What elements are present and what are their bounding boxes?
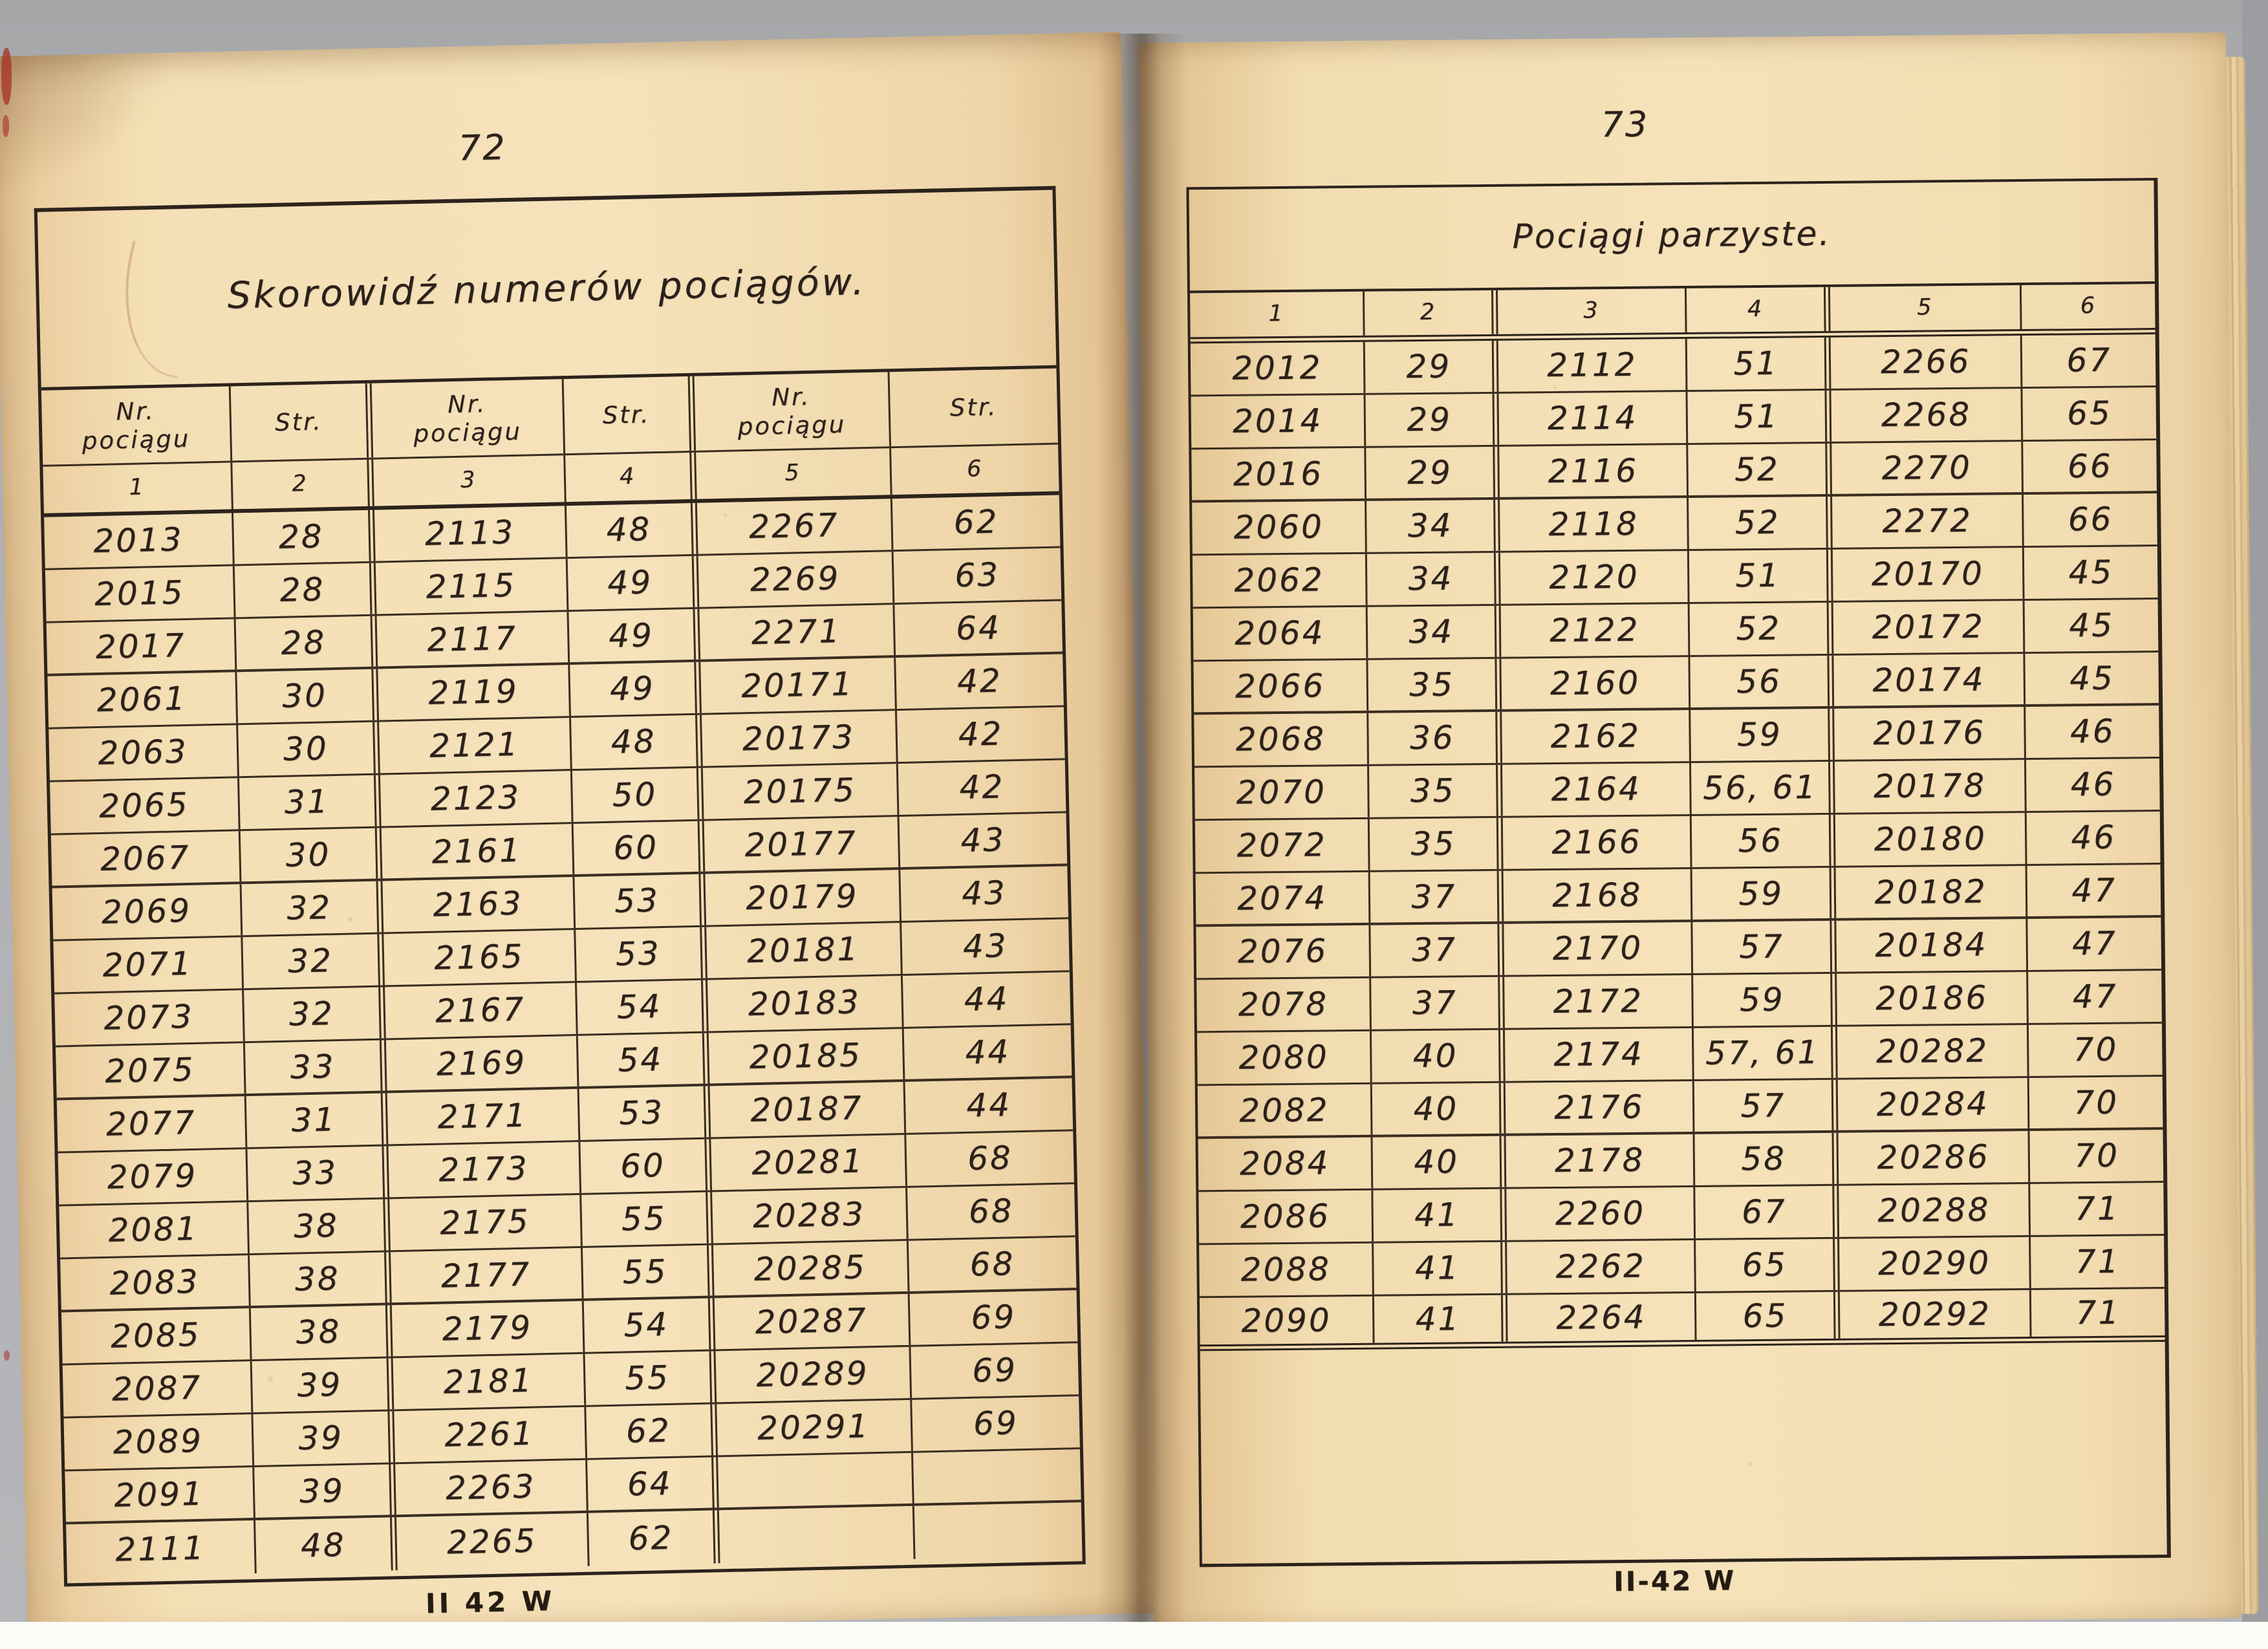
table-cell: 2082: [1198, 1084, 1373, 1137]
table-cell: 20186: [1837, 972, 2029, 1025]
table-cell: 47: [2071, 871, 2117, 909]
column-number-cell: 1: [43, 462, 233, 513]
table-cell: 2118: [1500, 498, 1689, 551]
table-cell: 2122: [1501, 604, 1690, 657]
table-cell: 2173: [388, 1142, 581, 1197]
right-table-title: Pociągi parzyste.: [1189, 180, 2154, 293]
table-row: [1198, 1183, 2164, 1245]
table-cell: 38: [250, 1252, 391, 1306]
table-cell: 20171: [700, 658, 897, 713]
column-number-cell: 2: [232, 460, 374, 510]
table-cell: 53: [576, 927, 707, 981]
table-cell: 52: [1689, 497, 1833, 549]
table-cell: [718, 1453, 914, 1508]
table-cell: 50: [572, 768, 704, 822]
table-cell: 31: [246, 1093, 388, 1147]
table-cell: [718, 1506, 915, 1564]
table-cell: 2163: [382, 877, 576, 932]
column-number-cell: 1: [1190, 292, 1365, 338]
table-cell: 2084: [1198, 1137, 1374, 1191]
table-cell: 20282: [1837, 1025, 2029, 1078]
table-cell: 2078: [1196, 978, 1372, 1031]
table-cell: 59: [1692, 868, 1836, 920]
table-cell: 2263: [395, 1460, 589, 1514]
scanner-white-edge: [0, 1622, 2268, 1649]
table-cell: 2116: [1499, 445, 1689, 497]
table-cell: 2172: [1504, 975, 1694, 1028]
table-cell: [914, 1502, 1082, 1559]
table-cell: 37: [1372, 977, 1505, 1029]
table-cell: 35: [1369, 765, 1502, 817]
table-cell: 2061: [47, 672, 238, 727]
table-cell: 2119: [378, 665, 571, 720]
table-cell: 62: [953, 502, 999, 542]
table-cell: 2091: [65, 1467, 255, 1522]
table-cell: 20287: [714, 1294, 911, 1350]
table-cell: 55: [585, 1351, 716, 1405]
table-cell: 67: [1696, 1186, 1839, 1238]
table-cell: 20289: [715, 1347, 912, 1403]
left-table: [34, 186, 1086, 1587]
table-cell: 59: [1694, 974, 1837, 1026]
column-number-cell: 4: [1687, 287, 1830, 332]
table-cell: 2014: [1191, 395, 1366, 448]
table-cell: 2264: [1507, 1293, 1697, 1342]
table-cell: 30: [241, 828, 382, 882]
table-cell: 2083: [60, 1255, 251, 1310]
table-cell: 20288: [1839, 1184, 2031, 1237]
table-cell: 2066: [1193, 660, 1368, 713]
column-header-cell: Str.: [949, 393, 998, 422]
table-row: [1199, 1236, 2165, 1298]
table-cell: 2060: [1192, 501, 1367, 554]
table-cell: 51: [1688, 391, 1831, 443]
table-cell: 2016: [1191, 448, 1366, 501]
table-cell: 2065: [50, 778, 241, 833]
table-cell: 44: [964, 1032, 1011, 1072]
table-cell: 2268: [1831, 389, 2023, 442]
table-cell: 39: [254, 1411, 395, 1465]
table-cell: 62: [586, 1404, 717, 1458]
table-cell: 45: [2069, 659, 2115, 697]
table-cell: 60: [580, 1139, 711, 1193]
table-cell: 66: [2067, 447, 2113, 485]
table-cell: 2079: [58, 1149, 249, 1204]
scan-artifact: [1, 48, 12, 105]
column-header-cell: Str.: [563, 376, 695, 453]
table-cell: 2085: [61, 1308, 252, 1363]
table-cell: 20185: [708, 1029, 905, 1084]
table-cell: 54: [577, 980, 708, 1034]
table-cell: 32: [244, 987, 385, 1041]
table-cell: 2069: [52, 884, 243, 939]
table-cell: 2115: [375, 559, 568, 614]
table-cell: 2077: [57, 1096, 248, 1151]
table-row: [1193, 652, 2159, 715]
column-number-cell: 2: [1365, 290, 1498, 336]
table-row: [1194, 706, 2159, 768]
table-cell: 2113: [374, 506, 568, 561]
table-cell: 52: [1690, 603, 1833, 655]
table-row: [1192, 493, 2157, 555]
table-row: [1193, 599, 2159, 662]
table-cell: 2178: [1506, 1134, 1696, 1187]
table-cell: 2114: [1499, 392, 1689, 445]
table-cell: 52: [1689, 444, 1832, 495]
table-cell: 41: [1374, 1242, 1507, 1295]
table-cell: 63: [954, 555, 1000, 595]
table-cell: 30: [237, 669, 379, 724]
table-row: [1194, 759, 2160, 821]
table-cell: 20176: [1834, 707, 2026, 760]
table-cell: 2072: [1195, 819, 1370, 872]
table-row: [1191, 387, 2157, 449]
table-cell: 2160: [1501, 657, 1690, 709]
table-cell: 70: [2073, 1083, 2119, 1121]
table-cell: 54: [584, 1298, 715, 1352]
table-cell: 71: [2075, 1242, 2121, 1281]
table-cell: 54: [578, 1033, 709, 1086]
table-cell: 2272: [1832, 495, 2024, 548]
table-cell: 71: [2075, 1293, 2121, 1331]
table-cell: 38: [251, 1305, 393, 1359]
table-cell: 46: [2070, 765, 2116, 804]
table-cell: 2266: [1831, 336, 2023, 389]
table-cell: 68: [968, 1192, 1015, 1231]
table-cell: 20183: [707, 976, 904, 1031]
table-cell: 2170: [1504, 922, 1693, 975]
table-cell: 2175: [389, 1195, 583, 1250]
table-cell: 48: [567, 503, 698, 557]
table-cell: 29: [1365, 341, 1498, 393]
right-page: [1138, 32, 2241, 1628]
table-cell: 53: [579, 1086, 710, 1140]
table-cell: 59: [1691, 709, 1835, 761]
table-cell: 2087: [63, 1361, 254, 1416]
table-cell: 49: [568, 556, 699, 610]
column-header-cell: Nr. pociągu: [41, 386, 233, 464]
table-cell: 20175: [702, 764, 899, 819]
table-row: [1191, 440, 2157, 502]
table-cell: 38: [248, 1199, 390, 1253]
table-cell: 66: [2068, 500, 2113, 539]
table-cell: 31: [239, 775, 381, 830]
table-row: [1196, 971, 2162, 1033]
column-number-cell: 3: [1498, 288, 1687, 334]
table-cell: 34: [1367, 553, 1500, 605]
table-row: [1193, 546, 2158, 609]
table-cell: 69: [970, 1298, 1017, 1337]
table-row: [1191, 334, 2156, 396]
table-cell: 49: [570, 662, 701, 716]
table-cell: 20184: [1836, 919, 2028, 972]
table-cell: 41: [1374, 1189, 1507, 1242]
table-cell: 20177: [704, 817, 900, 872]
table-cell: 2270: [1831, 442, 2024, 494]
table-cell: 2169: [386, 1036, 579, 1090]
table-cell: 47: [2071, 924, 2117, 963]
column-number-cell: 3: [373, 455, 567, 506]
table-cell: 39: [252, 1358, 394, 1412]
table-cell: 34: [1368, 606, 1501, 658]
table-cell: 57: [1693, 921, 1837, 973]
table-row: [1195, 812, 2161, 874]
column-header-cell: Str.: [231, 383, 373, 461]
table-cell: 2165: [383, 930, 577, 985]
table-cell: 58: [1695, 1133, 1839, 1185]
table-row: [1198, 1077, 2163, 1139]
table-cell: 28: [233, 510, 375, 565]
table-cell: 48: [571, 715, 702, 769]
table-cell: 37: [1371, 924, 1504, 976]
table-cell: 20180: [1835, 813, 2027, 866]
column-number-cell: 6: [2080, 293, 2097, 319]
table-cell: 44: [964, 980, 1010, 1018]
table-cell: 20174: [1833, 654, 2025, 706]
table-cell: 57, 61: [1694, 1027, 1837, 1079]
table-cell: 2121: [379, 718, 572, 773]
table-cell: 2015: [45, 566, 236, 621]
table-cell: 70: [2073, 1136, 2120, 1175]
table-cell: 20187: [709, 1082, 906, 1137]
table-cell: 2179: [392, 1301, 585, 1356]
table-cell: 56: [1690, 656, 1834, 707]
table-cell: 2167: [385, 983, 578, 1038]
column-header-cell: Nr. pociągu: [371, 379, 565, 457]
table-cell: 20290: [1839, 1237, 2031, 1290]
table-cell: 2261: [394, 1407, 587, 1462]
table-cell: 65: [1696, 1239, 1840, 1291]
right-page-footer: II-42 W: [1613, 1564, 1736, 1598]
table-cell: 2117: [376, 612, 570, 666]
table-row: [1196, 918, 2161, 980]
table-cell: 2071: [53, 937, 244, 992]
table-cell: 42: [958, 715, 1004, 754]
column-number-cell: 5: [1830, 285, 2022, 331]
table-cell: 2017: [47, 619, 237, 673]
table-cell: 71: [2074, 1189, 2120, 1228]
table-cell: 2088: [1199, 1244, 1374, 1297]
table-cell: 2162: [1502, 710, 1691, 763]
table-cell: 2260: [1506, 1187, 1696, 1240]
table-cell: 2271: [699, 605, 896, 660]
column-header-cell: Nr. pociągu: [694, 372, 891, 451]
table-cell: 56, 61: [1691, 762, 1835, 814]
table-cell: 20182: [1836, 866, 2028, 918]
left-page-footer: II 42 W: [425, 1584, 556, 1620]
table-cell: 2168: [1504, 869, 1693, 921]
table-cell: 28: [235, 563, 376, 618]
table-cell: 43: [960, 820, 1006, 859]
table-cell: 56: [1692, 815, 1835, 867]
table-cell: [913, 1449, 1081, 1503]
column-number-cell: 4: [565, 453, 697, 502]
table-cell: 51: [1689, 550, 1833, 602]
table-cell: 68: [969, 1244, 1015, 1284]
table-cell: 53: [574, 874, 706, 928]
table-cell: 69: [973, 1404, 1019, 1443]
table-cell: 2166: [1503, 816, 1692, 869]
table-cell: 20285: [713, 1241, 909, 1296]
table-cell: 46: [2069, 712, 2115, 751]
table-cell: 2265: [396, 1513, 590, 1570]
table-cell: 44: [966, 1086, 1012, 1125]
table-cell: 2267: [697, 499, 893, 554]
right-table: [1186, 178, 2170, 1567]
table-cell: 32: [243, 934, 384, 988]
table-cell: 2013: [44, 513, 235, 568]
right-table-body: [1191, 334, 2165, 1351]
table-cell: 43: [961, 874, 1008, 912]
table-cell: 20286: [1839, 1131, 2031, 1184]
table-cell: 46: [2071, 818, 2117, 857]
table-row: [1197, 1024, 2163, 1086]
table-cell: 2262: [1507, 1240, 1696, 1293]
table-cell: 65: [2066, 394, 2113, 433]
table-cell: 40: [1373, 1136, 1506, 1189]
table-cell: 65: [1696, 1292, 1840, 1340]
table-cell: 35: [1368, 659, 1502, 711]
table-cell: 60: [573, 821, 704, 874]
table-cell: 32: [242, 881, 383, 935]
table-cell: 20292: [1840, 1290, 2032, 1339]
table-cell: 41: [1374, 1295, 1507, 1343]
table-cell: 2161: [381, 824, 574, 878]
table-cell: 29: [1366, 447, 1500, 499]
table-row: [1196, 865, 2161, 927]
table-cell: 20283: [712, 1188, 909, 1244]
table-cell: 2269: [698, 552, 894, 607]
table-cell: 2120: [1500, 551, 1690, 604]
table-cell: 35: [1370, 818, 1503, 870]
table-cell: 36: [1369, 712, 1502, 764]
table-cell: 20181: [706, 923, 903, 978]
table-cell: 2176: [1506, 1081, 1695, 1134]
table-cell: 51: [1687, 338, 1831, 390]
table-cell: 67: [2066, 341, 2112, 380]
table-cell: 2070: [1194, 766, 1370, 819]
table-cell: 20172: [1833, 601, 2025, 654]
table-cell: 57: [1694, 1080, 1838, 1132]
table-cell: 42: [956, 662, 1003, 701]
scan-artifact: [4, 1350, 10, 1361]
table-cell: 30: [238, 722, 380, 777]
table-cell: 20284: [1838, 1078, 2030, 1130]
left-table-body: [44, 495, 1082, 1578]
table-cell: 2074: [1196, 872, 1371, 925]
table-cell: 48: [255, 1517, 397, 1573]
table-cell: 2075: [56, 1043, 246, 1097]
left-table-title: Skorowidź numerów pociągów.: [38, 190, 1057, 391]
column-number-cell: 6: [966, 456, 984, 482]
table-cell: 2086: [1198, 1191, 1374, 1244]
table-cell: 20173: [702, 711, 898, 766]
table-cell: 2177: [391, 1248, 584, 1302]
table-cell: 2063: [49, 725, 239, 780]
table-cell: 20281: [711, 1135, 907, 1191]
table-cell: 2064: [1193, 607, 1368, 660]
table-cell: 33: [248, 1146, 389, 1200]
right-table-colnum-row: [1190, 284, 2155, 343]
table-cell: 2181: [393, 1354, 586, 1409]
right-page-number: 73: [1601, 103, 1650, 146]
table-cell: 42: [958, 768, 1005, 806]
table-cell: 2164: [1502, 763, 1692, 816]
table-cell: 29: [1366, 394, 1499, 446]
left-page-number: 72: [458, 127, 508, 169]
table-cell: 2080: [1197, 1031, 1372, 1084]
table-cell: 70: [2073, 1030, 2119, 1069]
table-cell: 2123: [380, 771, 574, 826]
table-cell: 49: [568, 609, 700, 662]
table-cell: 62: [589, 1510, 720, 1566]
table-cell: 64: [955, 609, 1002, 647]
table-cell: 2067: [51, 831, 242, 885]
table-cell: 2089: [63, 1414, 254, 1469]
table-cell: 2073: [54, 990, 245, 1045]
left-page: [0, 32, 1155, 1637]
table-cell: 37: [1370, 871, 1504, 923]
table-cell: 2090: [1200, 1297, 1375, 1345]
table-cell: 45: [2069, 606, 2115, 645]
table-cell: 55: [581, 1192, 713, 1245]
table-cell: 2171: [387, 1089, 580, 1144]
table-cell: 20170: [1833, 548, 2025, 601]
table-cell: 43: [962, 927, 1009, 965]
table-cell: 64: [587, 1457, 718, 1510]
table-cell: 55: [583, 1245, 714, 1298]
table-cell: 68: [967, 1139, 1013, 1178]
column-number-cell: 5: [696, 448, 892, 499]
table-cell: 2062: [1193, 554, 1368, 607]
table-cell: 20179: [705, 870, 902, 925]
table-cell: 2174: [1505, 1028, 1694, 1081]
table-cell: 20291: [717, 1400, 913, 1456]
table-cell: 39: [254, 1464, 396, 1518]
scan-artifact: [3, 115, 9, 137]
table-row: [1198, 1130, 2164, 1192]
table-row: [1200, 1289, 2165, 1351]
table-cell: 45: [2068, 553, 2114, 592]
table-cell: 28: [236, 616, 378, 670]
table-cell: 69: [971, 1351, 1018, 1390]
table-cell: 33: [245, 1040, 387, 1094]
table-cell: 34: [1367, 500, 1500, 552]
table-cell: 47: [2072, 977, 2118, 1016]
table-cell: 2112: [1498, 339, 1688, 392]
table-cell: 40: [1372, 1030, 1505, 1083]
table-cell: 2012: [1191, 342, 1366, 395]
table-cell: 20178: [1835, 760, 2027, 813]
table-cell: 2068: [1194, 713, 1369, 766]
table-cell: 2076: [1196, 925, 1371, 978]
table-cell: 2081: [59, 1202, 250, 1257]
table-cell: 40: [1372, 1083, 1506, 1135]
table-cell: 2111: [66, 1520, 257, 1577]
